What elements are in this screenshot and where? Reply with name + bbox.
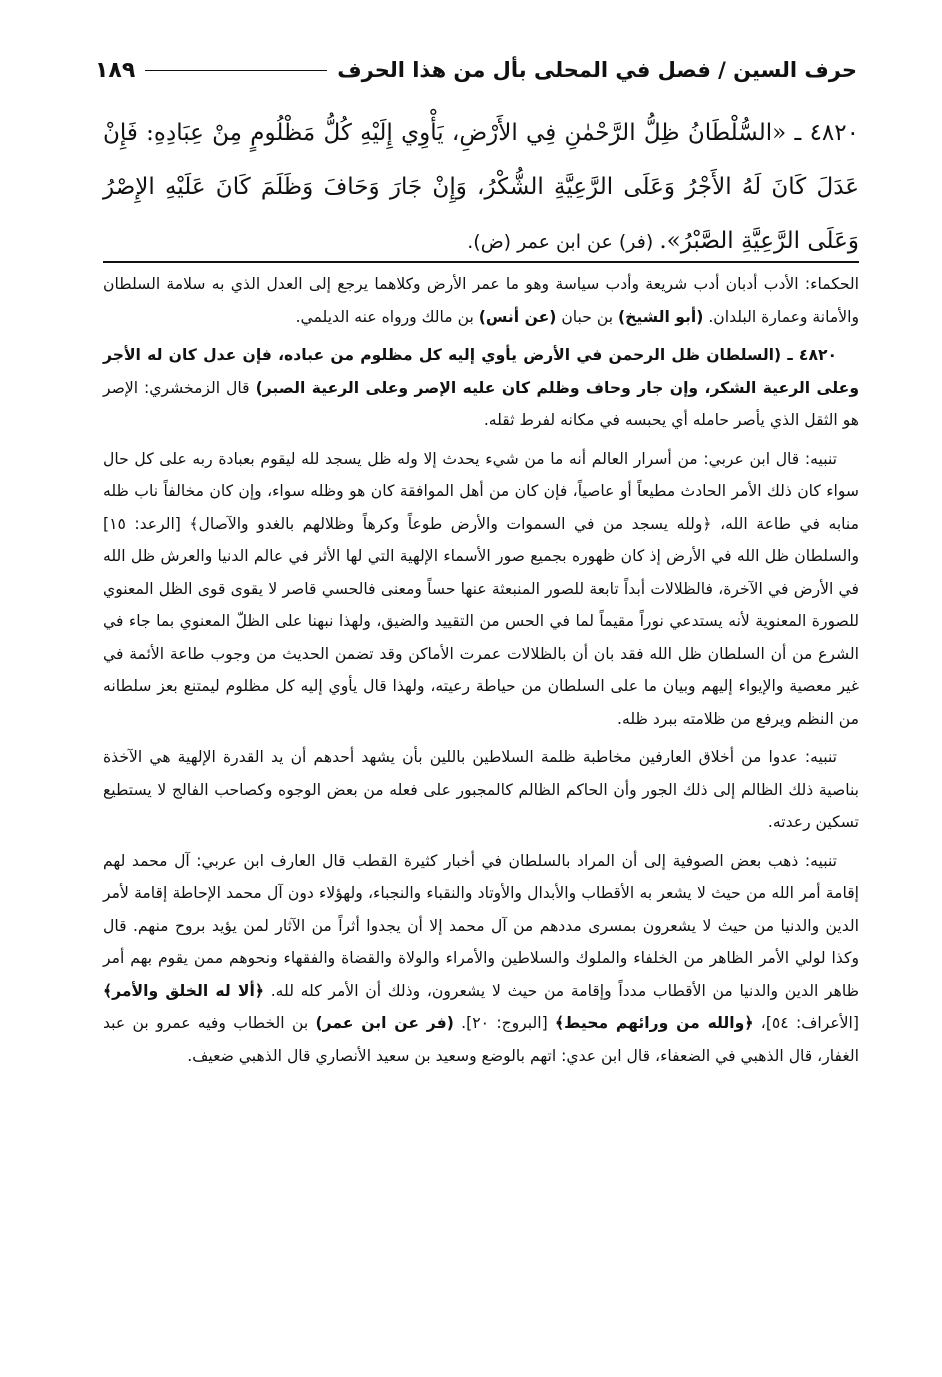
narrator-name: (عن أنس) [478, 307, 557, 326]
commentary-paragraph-3: تنبيه: قال ابن عربي: من أسرار العالم أنه ما من شيء يحدث إلا وله ظل يسجد لله ليقوم بعبادة ربه على كل حال سواء كان ذلك الأمر الحادث مطيعاً أو عاصياً، فإن كان من أهل الموافقة كان هو وظله سواء، وإن كان مخالفاً ناب ظله منابه في طاعة الله، ﴿ولله يسجد من في السموات والأرض طوعاً وكرهاً وظلالهم بالغدو والآصال﴾ [الرعد: ١٥] والسلطان ظل الله في الأرض إذ كان ظهوره بجميع صور الأسماء الإلهية التي لها الأثر في عالم الدنيا والعرش ظل الله في الأرض في الآخرة، فالظلالات أبداً تابعة للصور المنبعثة عنها حساً ومعنى فالحسي قاصر لا يقوى قوى الظل المعنوي للصورة المعنوية لأنه يستدعي نوراً مقيماً لما في الحس من التقييد والضيق، ولهذا نبهنا على الظلّ المعنوي بما جاء في الشرع من أن السلطان ظل الله فقد بان أن بالظلالات عمرت الأماكن وقد تضمن الحديث من وجوب طاعة الأئمة في غير معصية والإيواء إليهم وبيان ما على السلطان من حياطة رعيته، ولهذا قال يأوي إليه كل مظلوم ليمتنع بعز سلطانه من النظم ويرفع من ظلامته ببرد ظله. [103, 449, 859, 728]
hadith-number: ٤٨٢٠ [809, 120, 859, 146]
commentary-text: تنبيه: ذهب بعض الصوفية إلى أن المراد بالسلطان في أخبار كثيرة القطب قال العارف ابن عربي: آل محمد لهم إقامة أمر الله من حيث لا يشعر به الأقطاب والأبدال والأوتاد والنقباء والنجباء، ولهؤلاء دون آل محمد الإحاطة إقامة لأمر الدين والدنيا من حيث لا يشعرون بمسرى مددهم من آل محمد إلا أن يجدوا أثراً من الآثار لمن يؤيد بروح منهم. قال وكذا لولي الأمر الظاهر من الخلفاء والملوك والسلاطين والأمراء والولاة والقضاة والفقهاء ونحوهم ممن يقوم بهم أمر ظاهر الدين والدنيا من الأقطاب مدداً وإقامة من حيث لا يشعرون، وذلك أن الأمر كله لله. [103, 851, 859, 1000]
text-commentary-separator [103, 261, 859, 263]
quran-reference: [الأعراف: ٥٤]، [753, 1014, 859, 1032]
running-header [95, 50, 857, 90]
quran-reference: [البروج: ٢٠]. [453, 1014, 555, 1032]
commentary-section [103, 268, 859, 1078]
main-hadith-entry [103, 106, 859, 269]
commentary-paragraph-5 [103, 845, 859, 1073]
hadith-restatement: ٤٨٢٠ ـ (السلطان ظل الرحمن في الأرض يأوي إليه كل مظلوم من عباده، فإن عدل كان له الأجر وعلى الرعية الشكر، وإن جار وحاف وظلم كان عليه الإصر وعلى الرعية الصبر) [103, 346, 860, 397]
commentary-paragraph-4: تنبيه: عدوا من أخلاق العارفين مخاطبة ظلمة السلاطين باللين بأن يشهد أحدهم أن يد القدرة الإلهية هي الآخذة بناصية ذلك الظالم إلى ذلك الجور وأن الحاكم الظالم كالمجبور على فعله من بعض الوجوه وكصاحب الفالج لا يستطيع تسكين رعدته. [103, 748, 859, 831]
commentary-text: بن الخطاب وفيه عمرو بن عبد الغفار، قال الذهبي في الضعفاء، قال ابن عدي: اتهم بالوضع وسعيد بن سعيد الأنصاري قال الذهبي ضعيف. [103, 1014, 859, 1065]
hadith-dash: ـ [786, 120, 810, 146]
commentary-paragraph-2 [103, 339, 859, 437]
quran-quote: ﴿والله من ورائهم محيط﴾ [555, 1014, 754, 1032]
commentary-text: الحكماء: الأدب أدبان أدب شريعة وأدب سياسة وهو ما عمر الأرض وكلاهما يرجع إلى العدل الذي به سلامة السلطان والأمانة وعمارة البلدان. [103, 275, 859, 326]
header-rule [145, 70, 327, 71]
page-number: ١٨٩ [95, 57, 136, 83]
narrator-name: (أبو الشيخ) [618, 307, 704, 326]
commentary-text: بن حبان [556, 307, 619, 326]
quran-quote: ﴿ألا له الخلق والأمر﴾ [103, 981, 264, 1000]
hadith-text: «السُّلْطَانُ ظِلُّ الرَّحْمٰنِ فِي الأَرْضِ، يَأْوِي إِلَيْهِ كُلُّ مَظْلُومٍ مِنْ عِبَادِهِ: فَإِنْ عَدَلَ كَانَ لَهُ الأَجْرُ وَعَلَى الرَّعِيَّةِ الشُّكْرُ، وَإِنْ جَارَ وَحَافَ وَظَلَمَ كَانَ عَلَيْهِ الإِصْرُ وَعَلَى الرَّعِيَّةِ الصَّبْرُ». [103, 120, 859, 254]
header-title: حرف السين / فصل في المحلى بأل من هذا الحرف [337, 58, 857, 82]
commentary-text: بن مالك ورواه عنه الديلمي. [295, 307, 479, 326]
commentary-text: قال الزمخشري: الإصر هو الثقل الذي يأصر حامله أي يحبسه في مكانه لفرط ثقله. [103, 378, 859, 429]
hadith-source: (فر) عن ابن عمر (ض). [467, 231, 660, 253]
narrator-name: (فر عن ابن عمر) [315, 1014, 454, 1032]
commentary-paragraph-1 [103, 268, 859, 333]
